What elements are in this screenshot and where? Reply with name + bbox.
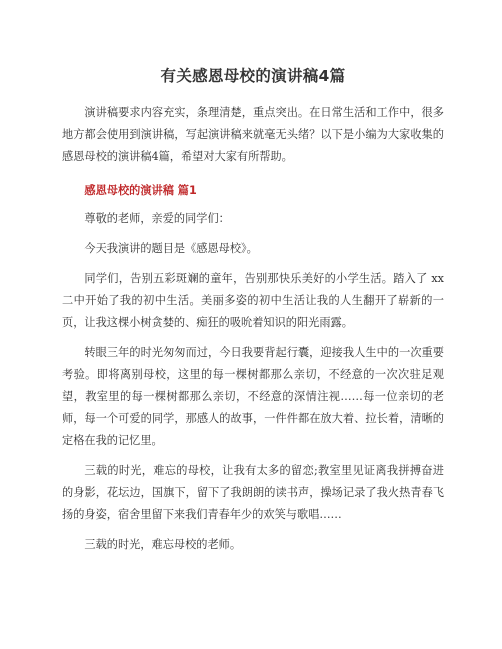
document-title: 有关感恩母校的演讲稿4篇	[160, 67, 346, 85]
intro-paragraph: 演讲稿要求内容充实，条理清楚，重点突出。在日常生活和工作中，很多地方都会使用到演讲稿，写起演讲稿来就毫无头绪？以下是小编为大家收集的感恩母校的演讲稿4篇，希望对大家有所帮助。	[62, 106, 444, 163]
topic-paragraph: 今天我演讲的题目是《感恩母校》。	[84, 242, 258, 255]
body-paragraph: 三载的时光，难忘母校的老师。	[84, 538, 242, 551]
body-paragraph: 转眼三年的时光匆匆而过，今日我要背起行囊，迎接我人生中的一次重要考验。即将离别母校，这里的每一棵树都那么亲切，不经意的一次次驻足观望，教室里的每一棵树都那么亲切，不经意的深情注视……每一位亲切的老师，每一个可爱的同学，那感人的故事，一件件都在放大着、拉长着，清晰的定格在我的记忆里。	[62, 346, 444, 447]
body-paragraph: 三载的时光，难忘的母校，让我有太多的留恋;教室里见证离我拼搏奋进的身影，花坛边，国旗下，留下了我朗朗的读书声，操场记录了我火热青春飞扬的身姿，宿舍里留下来我们青春年少的欢笑与歌唱……	[62, 464, 444, 521]
salutation-paragraph: 尊敬的老师，亲爱的同学们：	[84, 212, 230, 225]
body-paragraph: 同学们，告别五彩斑斓的童年，告别那快乐美好的小学生活。踏入了 xx 二中开始了我的初中生活。美丽多姿的初中生活让我的人生翻开了崭新的一页，让我这棵小树贪婪的、痴狂的吸吮着知识的阳光雨露。	[62, 272, 444, 329]
section-heading: 感恩母校的演讲稿 篇1	[84, 184, 197, 197]
